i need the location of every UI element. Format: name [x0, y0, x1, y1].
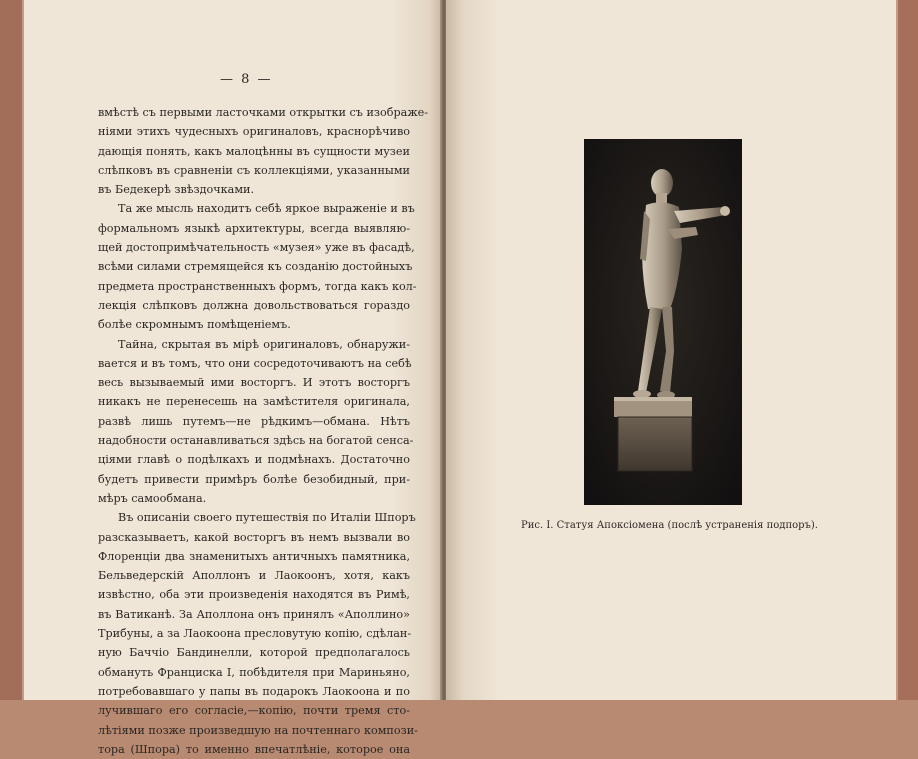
text-line: въ Бедекерѣ звѣздочками.: [98, 183, 255, 197]
text-line: потребовавшаго у папы въ подарокъ Лаокоона и по: [98, 684, 410, 698]
text-line: Трибуны, а за Лаокоона пресловутую копію, сдѣлан-: [98, 627, 412, 641]
right-cover-edge: [898, 0, 918, 700]
text-line: ніями этихъ чудесныхъ оригиналовъ, краснорѣчиво: [98, 125, 410, 139]
text-line: обмануть Франциска I, побѣдителя при Мариньяно,: [98, 665, 410, 679]
text-line: лучившаго его согласіе,—копію, почти тремя сто-: [98, 704, 410, 718]
text-line: Бельведерскій Аполлонъ и Лаокоонъ, хотя, какъ: [98, 569, 410, 583]
left-cover-edge: [0, 0, 22, 700]
text-line: дающія понять, какъ малоцѣнны въ сущности музеи: [98, 144, 410, 158]
text-line: лекція слѣпковъ должна довольствоваться гораздо: [98, 298, 410, 312]
text-line: предмета пространственныхъ формъ, тогда какъ кол-: [98, 279, 417, 293]
text-line: весь вызываемый ими восторгъ. И этотъ восторгъ: [98, 376, 410, 390]
text-line: въ Ватиканѣ. За Аполлона онъ принялъ «Аполлино»: [98, 607, 410, 621]
text-line: Та же мысль находитъ себѣ яркое выраженіе и въ: [118, 202, 415, 216]
text-line: Въ описаніи своего путешествія по Италіи Шпоръ: [118, 511, 416, 525]
page-number: — 8 —: [220, 72, 273, 87]
statue-photograph: [584, 139, 742, 505]
text-line: вается и въ томъ, что они сосредоточиваютъ на себѣ: [98, 356, 412, 370]
apoxyomenos-statue-image: [584, 139, 742, 505]
text-line: болѣе скромнымъ помѣщеніемъ.: [98, 318, 291, 332]
text-line: будетъ привести примѣръ болѣе безобидный, при-: [98, 472, 410, 486]
text-line: ную Баччіо Бандинелли, которой предполагалось: [98, 646, 410, 660]
text-line: вмѣстѣ съ первыми ласточками открытки съ изображе-: [98, 106, 429, 119]
text-line: тора (Шпора) то именно впечатлѣніе, которое она: [98, 742, 410, 756]
body-text: [98, 103, 429, 759]
text-line: слѣпковъ въ сравненіи съ коллекціями, указанными: [98, 163, 410, 177]
figure-caption: Рис. I. Статуя Апоксіомена (послѣ устраненія подпоръ).: [521, 520, 818, 531]
text-line: лѣтіями позже произведшую на почтеннаго компози-: [98, 723, 418, 737]
text-line: формальномъ языкѣ архитектуры, всегда выявляю-: [98, 221, 410, 235]
text-line: разсказываетъ, какой восторгъ въ немъ вызвали во: [98, 530, 410, 544]
text-line: всѣми силами стремящейся къ созданію достойныхъ: [98, 260, 413, 274]
text-line: извѣстно, оба эти произведенія находятся въ Римѣ,: [98, 588, 410, 602]
text-line: ціями главѣ о подѣлкахъ и подмѣнахъ. Достаточно: [98, 453, 410, 467]
text-line: Флоренціи два знаменитыхъ античныхъ памятника,: [98, 549, 410, 563]
text-line: Тайна, скрытая въ мірѣ оригиналовъ, обнаружи-: [118, 337, 410, 351]
text-line: мѣръ самообмана.: [98, 491, 207, 505]
text-line: никакъ не перенесешь на замѣстителя оригинала,: [98, 395, 410, 409]
text-line: щей достопримѣчательность «музея» уже въ фасадѣ,: [98, 241, 415, 255]
text-line: надобности останавливаться здѣсь на богатой сенса-: [98, 434, 414, 448]
text-line: развѣ лишь путемъ—не рѣдкимъ—обмана. Нѣтъ: [98, 414, 410, 428]
